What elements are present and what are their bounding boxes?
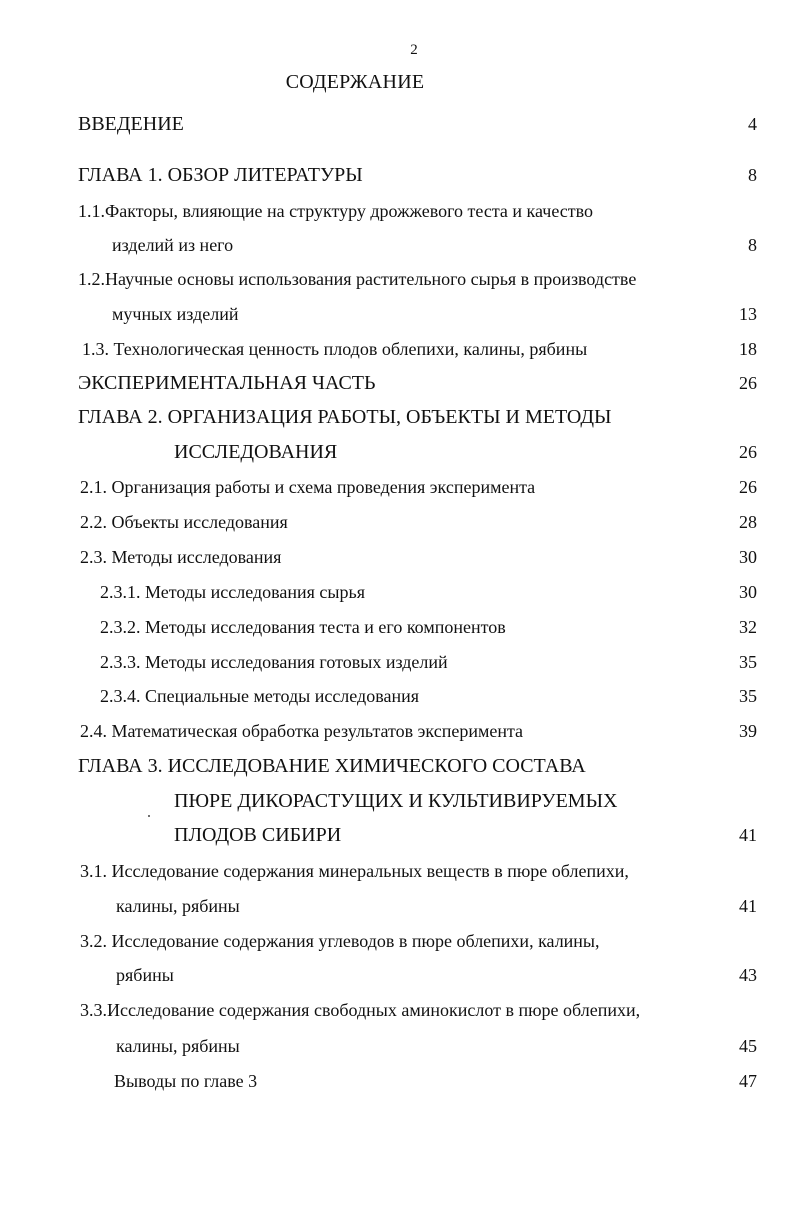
toc-entry-3-3: 3.3.Исследование содержания свободных аминокислот в пюре облепихи, bbox=[80, 1000, 641, 1020]
toc-page-number: 26 bbox=[739, 373, 757, 393]
toc-entry-2-2: 2.2. Объекты исследования bbox=[80, 512, 288, 532]
toc-page-number: 28 bbox=[739, 512, 757, 532]
toc-page-number: 43 bbox=[739, 965, 757, 985]
toc-entry-1-1: 1.1.Факторы, влияющие на структуру дрожжевого теста и качество bbox=[78, 201, 593, 221]
toc-entry-2-3-3: 2.3.3. Методы исследования готовых изделий bbox=[100, 652, 448, 672]
toc-page-number: 47 bbox=[739, 1071, 757, 1091]
toc-page-number: 8 bbox=[748, 165, 757, 185]
toc-page-number: 26 bbox=[739, 442, 757, 462]
toc-page-number: 30 bbox=[739, 547, 757, 567]
toc-page-number: 18 bbox=[739, 339, 757, 359]
toc-entry-chapter-2-cont: ИССЛЕДОВАНИЯ bbox=[174, 441, 338, 463]
toc-entry-chapter-3-cont-1: ПЮРЕ ДИКОРАСТУЩИХ И КУЛЬТИВИРУЕМЫХ bbox=[174, 790, 618, 812]
page-number: 2 bbox=[410, 42, 418, 58]
toc-page-number: 35 bbox=[739, 652, 757, 672]
toc-entry-2-1: 2.1. Организация работы и схема проведения эксперимента bbox=[80, 477, 536, 497]
toc-page-number: 26 bbox=[739, 477, 757, 497]
toc-entry-3-3-cont: калины, рябины bbox=[116, 1036, 240, 1056]
toc-title: СОДЕРЖАНИЕ bbox=[285, 71, 425, 93]
toc-entry-2-3: 2.3. Методы исследования bbox=[80, 547, 282, 567]
toc-entry-3-2: 3.2. Исследование содержания углеводов в пюре облепихи, калины, bbox=[80, 931, 600, 951]
toc-page-number: 41 bbox=[739, 825, 757, 845]
toc-entry-1-2-cont: мучных изделий bbox=[112, 304, 239, 324]
toc-entry-chapter-2: ГЛАВА 2. ОРГАНИЗАЦИЯ РАБОТЫ, ОБЪЕКТЫ И МЕТОДЫ bbox=[78, 406, 612, 428]
toc-page-number: 32 bbox=[739, 617, 757, 637]
toc-entry-chapter-1: ГЛАВА 1. ОБЗОР ЛИТЕРАТУРЫ bbox=[78, 164, 363, 186]
toc-entry-introduction: ВВЕДЕНИЕ bbox=[78, 113, 184, 135]
toc-entry-3-1: 3.1. Исследование содержания минеральных веществ в пюре облепихи, bbox=[80, 861, 629, 881]
toc-page-number: 41 bbox=[739, 896, 757, 916]
toc-page-number: 8 bbox=[748, 235, 757, 255]
toc-entry-conclusions-chapter-3: Выводы по главе 3 bbox=[114, 1071, 258, 1091]
toc-page-number: 30 bbox=[739, 582, 757, 602]
toc-entry-chapter-3-cont-2: ПЛОДОВ СИБИРИ bbox=[174, 824, 342, 846]
toc-entry-2-4: 2.4. Математическая обработка результатов эксперимента bbox=[80, 721, 524, 741]
toc-page-number: 13 bbox=[739, 304, 757, 324]
toc-entry-1-2: 1.2.Научные основы использования растительного сырья в производстве bbox=[78, 269, 637, 289]
toc-page-number: 4 bbox=[748, 114, 757, 134]
toc-entry-chapter-3: ГЛАВА 3. ИССЛЕДОВАНИЕ ХИМИЧЕСКОГО СОСТАВА bbox=[78, 755, 586, 777]
toc-entry-2-3-2: 2.3.2. Методы исследования теста и его компонентов bbox=[100, 617, 506, 637]
toc-entry-3-1-cont: калины, рябины bbox=[116, 896, 240, 916]
toc-page-number: 39 bbox=[739, 721, 757, 741]
toc-entry-experimental-part: ЭКСПЕРИМЕНТАЛЬНАЯ ЧАСТЬ bbox=[78, 372, 376, 394]
decorative-dot bbox=[148, 815, 150, 817]
toc-entry-3-2-cont: рябины bbox=[116, 965, 174, 985]
toc-entry-2-3-1: 2.3.1. Методы исследования сырья bbox=[100, 582, 365, 602]
toc-entry-1-1-cont: изделий из него bbox=[112, 235, 234, 255]
toc-entry-1-3: 1.3. Технологическая ценность плодов облепихи, калины, рябины bbox=[82, 339, 588, 359]
toc-entry-2-3-4: 2.3.4. Специальные методы исследования bbox=[100, 686, 419, 706]
toc-page-number: 45 bbox=[739, 1036, 757, 1056]
toc-page-number: 35 bbox=[739, 686, 757, 706]
